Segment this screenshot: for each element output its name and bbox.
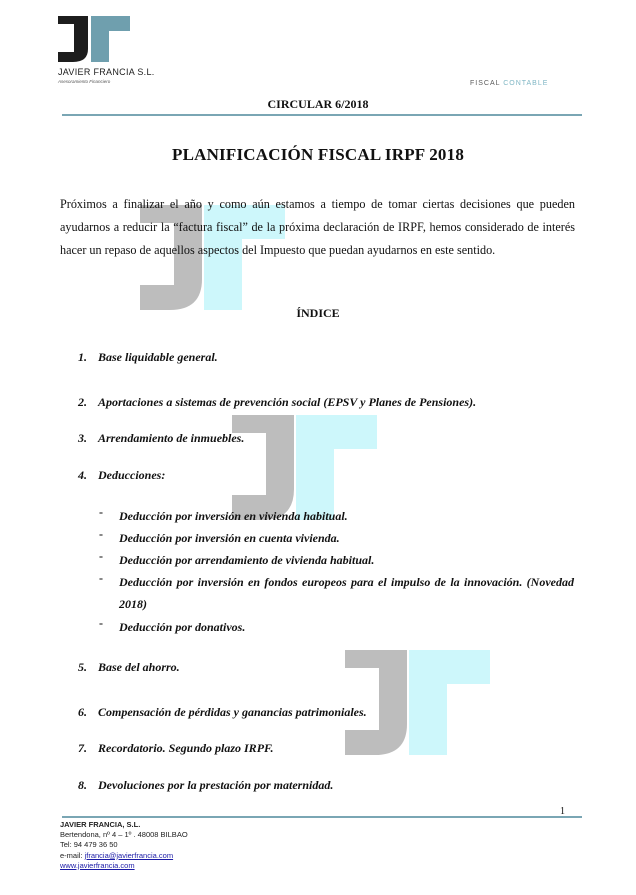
logo-tagline: Asesoramiento Financiero — [58, 79, 111, 84]
logo-company-name: JAVIER FRANCIA S.L. — [58, 67, 155, 77]
index-item: 4. Deducciones: — [78, 468, 166, 482]
index-item: 1. Base liquidable general. — [78, 350, 218, 364]
index-item: 2. Aportaciones a sistemas de prevención social (EPSV y Planes de Pensiones). — [78, 395, 477, 409]
company-logo — [58, 16, 130, 62]
circular-number: CIRCULAR 6/2018 — [267, 97, 369, 111]
page-number: 1 — [560, 806, 565, 817]
header-divider — [62, 114, 582, 116]
footer-email-link[interactable]: jfrancia@javierfrancia.com — [84, 850, 174, 860]
index-heading: ÍNDICE — [296, 306, 340, 320]
header-tag-fiscal: FISCAL — [470, 80, 501, 87]
header-tag-contable: CONTABLE — [503, 80, 549, 87]
footer-divider — [62, 816, 582, 818]
index-item: 3. Arrendamiento de inmuebles. — [78, 431, 245, 445]
footer-email-line: e-mail: jfrancia@javierfrancia.com — [60, 850, 174, 860]
footer-address: Bertendona, nº 4 – 1º . 48008 BILBAO — [60, 830, 188, 840]
index-item: 6. Compensación de pérdidas y ganancias patrimoniales. — [78, 705, 367, 719]
index-item: 8. Devoluciones por la prestación por maternidad. — [78, 778, 334, 792]
index-item: 5. Base del ahorro. — [78, 660, 180, 674]
footer — [60, 820, 188, 871]
footer-company: JAVIER FRANCIA, S.L. — [60, 820, 141, 829]
footer-website-link[interactable]: www.javierfrancia.com — [60, 860, 135, 870]
watermark-logo — [345, 650, 490, 755]
index-item: 7. Recordatorio. Segundo plazo IRPF. — [78, 741, 274, 755]
document-title: PLANIFICACIÓN FISCAL IRPF 2018 — [171, 145, 465, 164]
header-tag — [470, 80, 548, 87]
intro-paragraph: Próximos a finalizar el año y como aún estamos a tiempo de tomar ciertas decisiones que pueden ayudarnos a reducir la “factura fiscal” de la próxima declaración de IRPF, hemos considerado de interés hacer un repaso de aquellos aspectos del Impuesto que puedan ayudarnos en este sentido. — [60, 197, 575, 257]
footer-phone: Tel: 94 479 36 50 — [60, 840, 118, 850]
